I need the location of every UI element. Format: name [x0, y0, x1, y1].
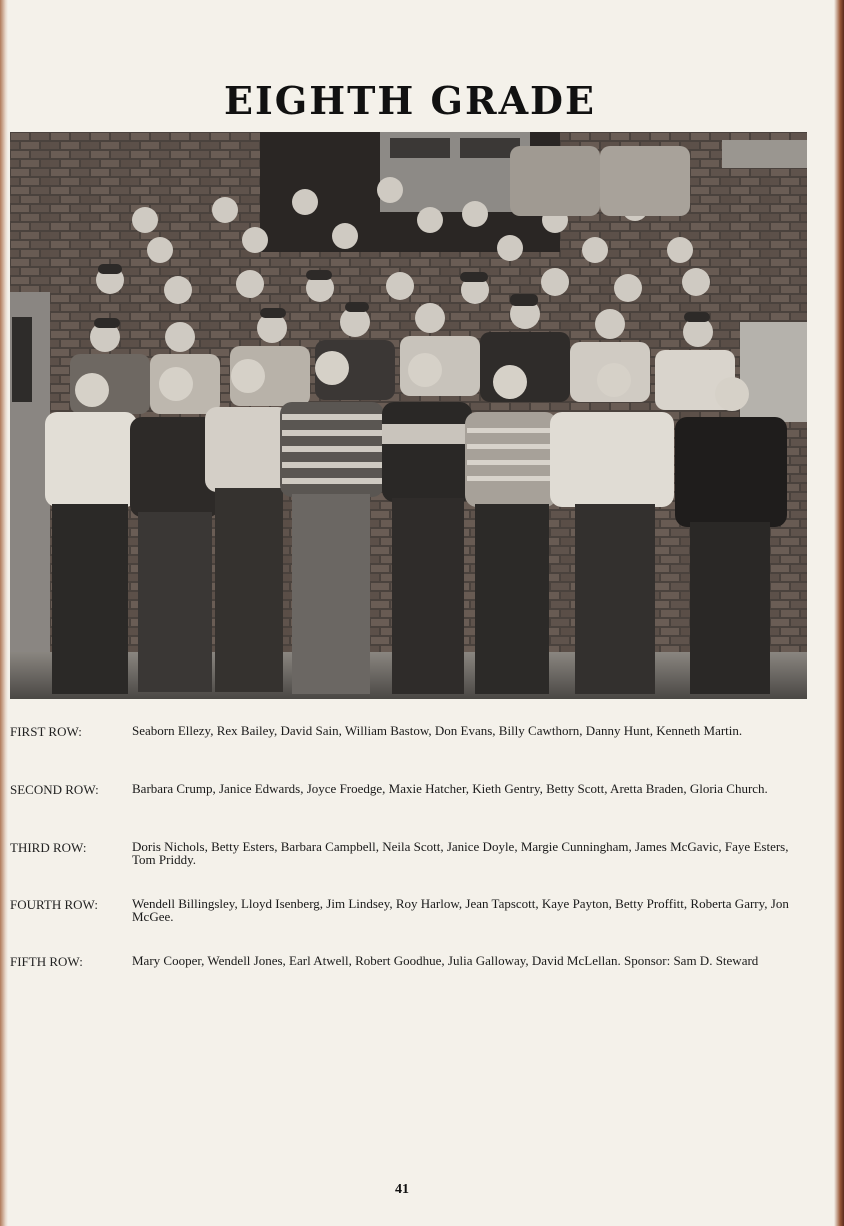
- class-group-photo: [10, 132, 807, 699]
- row-names: Doris Nichols, Betty Esters, Barbara Campbell, Neila Scott, Janice Doyle, Margie Cunningham, James McGavic, Faye Esters, Tom Priddy.: [132, 839, 789, 867]
- page-title: EIGHTH GRADE: [224, 78, 596, 123]
- row-names: Wendell Billingsley, Lloyd Isenberg, Jim Lindsey, Roy Harlow, Jean Tapscott, Kaye Payton, Betty Proffitt, Roberta Garry, Jon McGee.: [132, 896, 789, 924]
- row-names: Barbara Crump, Janice Edwards, Joyce Froedge, Maxie Hatcher, Kieth Gentry, Betty Scott, Aretta Braden, Gloria Church.: [132, 781, 768, 796]
- row-label: FIRST ROW:: [10, 724, 82, 739]
- page-binding-right: [834, 0, 844, 1226]
- page-number: 41: [395, 1182, 409, 1197]
- row-names: Seaborn Ellezy, Rex Bailey, David Sain, William Bastow, Don Evans, Billy Cawthorn, Danny Hunt, Kenneth Martin.: [132, 723, 743, 738]
- row-names: Mary Cooper, Wendell Jones, Earl Atwell, Robert Goodhue, Julia Galloway, David McLellan. Sponsor: Sam D. Steward: [132, 953, 759, 968]
- row-label: FIFTH ROW:: [10, 954, 83, 969]
- page-binding-left: [0, 0, 8, 1226]
- row-label: FOURTH ROW:: [10, 897, 98, 912]
- group-photo-illustration: [10, 132, 807, 699]
- row-label: SECOND ROW:: [10, 782, 99, 797]
- row-label: THIRD ROW:: [10, 840, 87, 855]
